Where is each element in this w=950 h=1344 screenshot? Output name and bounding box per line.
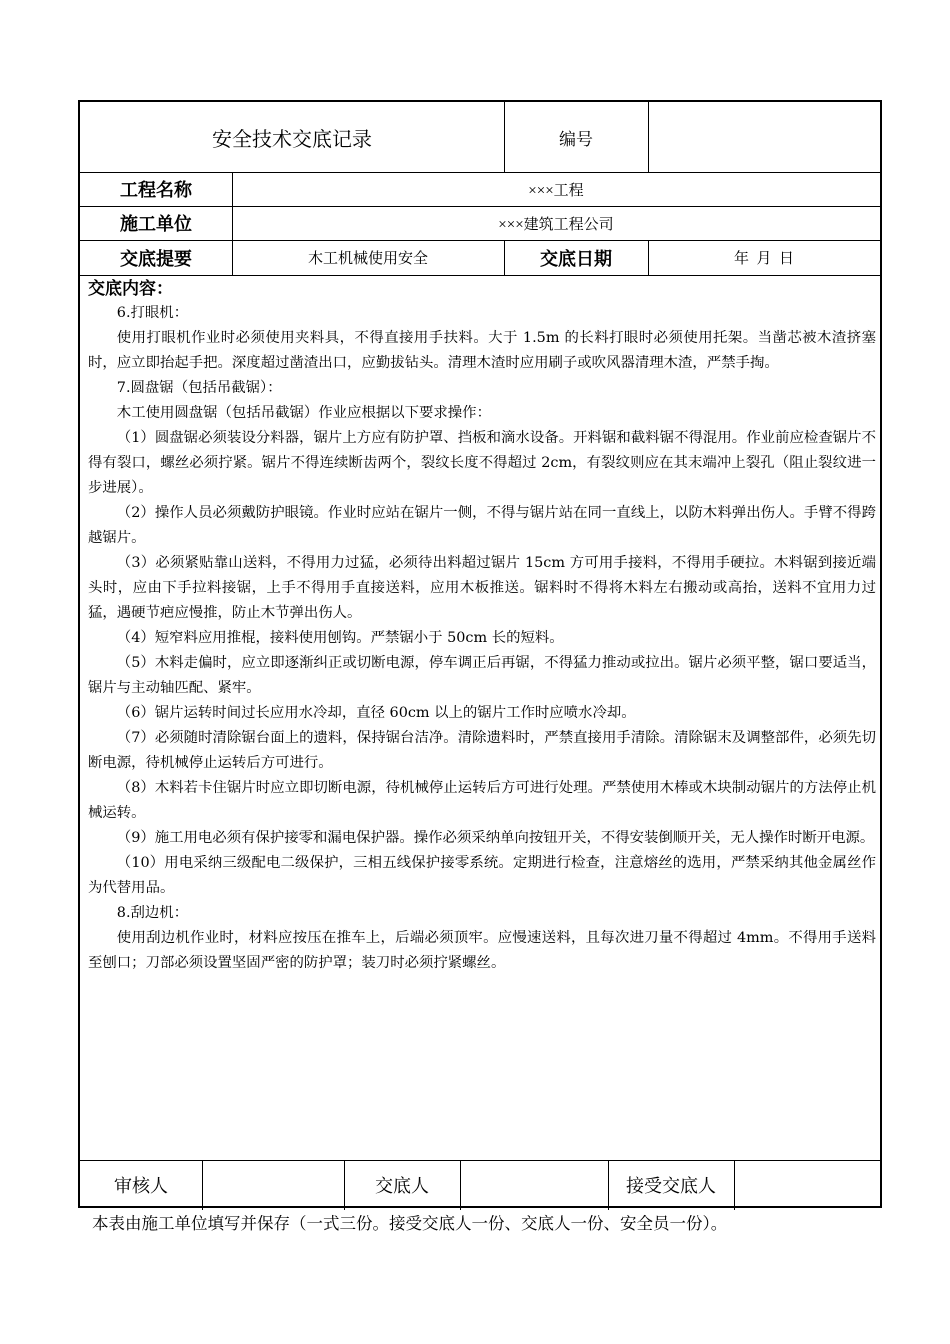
content-paragraph: （4）短窄料应用推棍，接料使用刨钩。严禁锯小于 50cm 长的短料。 (116, 630, 564, 646)
content-paragraph: （1）圆盘锯必须装设分料器，锯片上方应有防护罩、挡板和滴水设备。开料锯和截料锯不得混用。作业前应检查锯片不得有裂口，螺丝必须拧紧。锯片不得连续断齿两个，裂纹长度不得超过 2cm，有裂纹则应在其末端冲上裂孔（阻止裂纹进一步进展）。 (88, 430, 876, 496)
summary-field[interactable]: 木工机械使用安全 (307, 251, 428, 267)
content-paragraph: （10）用电采纳三级配电二级保护，三相五线保护接零系统。定期进行检查，注意熔丝的选用，严禁采纳其他金属丝作为代替用品。 (88, 855, 876, 896)
content-paragraph: 使用刮边机作业时，材料应按压在推车上，后端必须顶牢。应慢速送料，且每次进刀量不得超过 4mm。不得用手送料至刨口；刀部必须设置坚固严密的防护罩；装刀时必须拧紧螺丝。 (88, 930, 876, 971)
discloser-signature-field[interactable] (460, 1160, 608, 1210)
content-paragraph: （3）必须紧贴靠山送料，不得用力过猛，必须待出料超过锯片 15cm 方可用手接料，不得用手硬拉。木料锯到接近端头时，应由下手拉料接锯，上手不得用手直接送料，应用木板推送。锯料时不得将木料左右搬动或高抬，送料不宜用力过猛，遇硬节疤应慢推，防止木节弹出伤人。 (88, 555, 876, 621)
reviewer-signature-field[interactable] (202, 1160, 344, 1210)
content-paragraph: 木工使用圆盘锯（包括吊截锯）作业应根据以下要求操作： (116, 405, 491, 421)
number-field[interactable] (648, 102, 880, 172)
content-paragraph: 使用打眼机作业时必须使用夹料具，不得直接用手扶料。大于 1.5m 的长料打眼时必须使用托架。当凿芯被木渣挤塞时，应立即抬起手把。深度超过凿渣出口，应勤拔钻头。清理木渣时应用刷子或吹风器清理木渣，严禁手掏。 (88, 330, 876, 371)
form-title: 安全技术交底记录 (212, 128, 372, 151)
constructor-field[interactable]: ×××建筑工程公司 (498, 216, 614, 233)
number-label: 编号 (559, 129, 593, 149)
content-paragraph: 8.刮边机： (116, 905, 189, 921)
content-paragraph: 6.打眼机： (116, 305, 189, 321)
content-paragraph: （8）木料若卡住锯片时应立即切断电源，待机械停止运转后方可进行处理。严禁使用木棒或木块制动锯片的方法停止机械运转。 (88, 780, 876, 821)
discloser-label: 交底人 (375, 1176, 429, 1196)
receiver-label: 接受交底人 (626, 1176, 716, 1196)
summary-label: 交底提要 (120, 248, 192, 269)
project-name-field[interactable]: ×××工程 (528, 182, 584, 199)
content-paragraph: （2）操作人员必须戴防护眼镜。作业时应站在锯片一侧，不得与锯片站在同一直线上，以防木料弹出伤人。手臂不得跨越锯片。 (88, 505, 876, 546)
content-paragraph: （9）施工用电必须有保护接零和漏电保护器。操作必须采纳单向按钮开关，不得安装倒顺开关，无人操作时断开电源。 (116, 830, 875, 846)
receiver-signature-field[interactable] (734, 1160, 880, 1210)
content-paragraph: 7.圆盘锯（包括吊截锯）： (116, 380, 282, 396)
date-label: 交底日期 (540, 248, 612, 269)
disclosure-form (78, 100, 882, 1208)
constructor-label: 施工单位 (120, 214, 192, 234)
reviewer-label: 审核人 (114, 1176, 168, 1196)
content-paragraph: （6）锯片运转时间过长应用水冷却，直径 60cm 以上的锯片工作时应喷水冷却。 (116, 705, 636, 721)
disclosure-content (88, 276, 876, 976)
project-name-label: 工程名称 (120, 180, 192, 200)
content-paragraph: （7）必须随时清除锯台面上的遗料，保持锯台洁净。清除遗料时，严禁直接用手清除。清除锯末及调整部件，必须先切断电源，待机械停止运转后方可进行。 (88, 730, 876, 771)
content-title: 交底内容： (88, 279, 173, 299)
date-field[interactable]: 年 月 日 (733, 251, 794, 267)
content-paragraph: （5）木料走偏时，应立即逐渐纠正或切断电源，停车调正后再锯，不得猛力推动或拉出。锯片必须平整，锯口要适当，锯片与主动轴匹配、紧牢。 (88, 655, 876, 696)
footer-note: 本表由施工单位填写并保存（一式三份。接受交底人一份、交底人一份、安全员一份）。 (92, 1214, 728, 1233)
